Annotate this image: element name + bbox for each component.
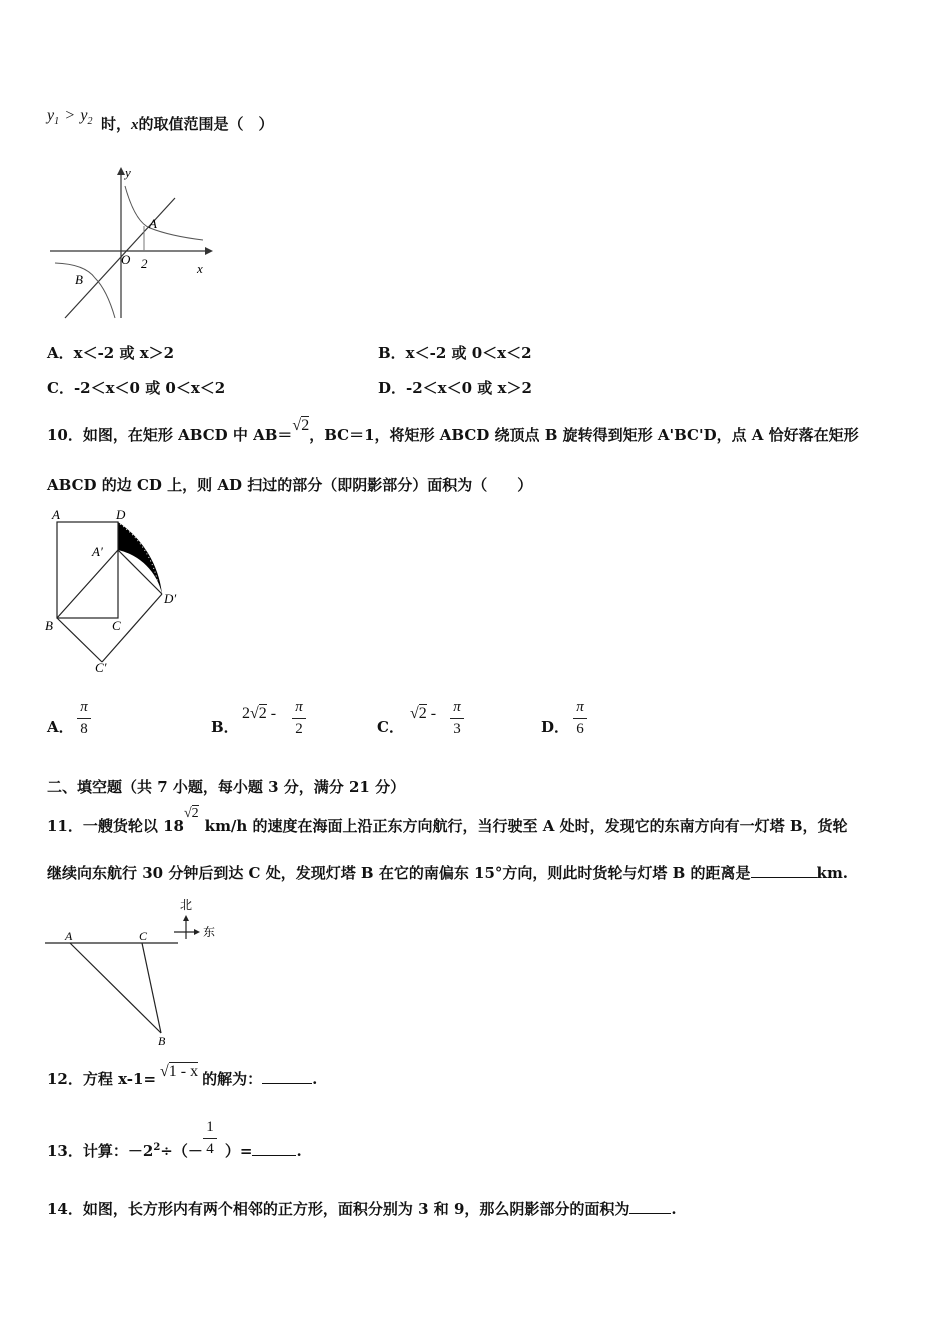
q10-option-b-coef: 2 [242,705,250,722]
q10-option-a-den: 8 [80,721,88,737]
q10-option-b-rad: 2 [258,705,267,722]
q10-label-d: D [116,507,126,522]
q12-answer-blank[interactable] [262,1083,312,1084]
q14-text: 14．如图，长方形内有两个相邻的正方形，面积分别为 3 和 9，那么阴影部分的面积为 [47,1200,630,1218]
q10-line1-a: 10．如图，在矩形 ABCD 中 AB＝ [47,426,293,444]
q10-line2: ABCD 的边 CD 上，则 AD 扫过的部分（即阴影部分）面积为（ ） [47,476,533,494]
q9-sub1: 1 [54,116,60,127]
q9-stem-x: x [131,117,139,133]
q10-option-c-rad: 2 [418,705,427,722]
q10-option-b-num: π [295,699,303,715]
q10-option-a-label: A． [47,718,74,736]
q9-hyperbola-right [125,186,203,240]
q9-option-b: B．x＜-2 或 0＜x＜2 [378,344,532,362]
q9-option-a: A．x＜-2 或 x＞2 [47,344,175,362]
q10-option-b-expr: 2√2 - [242,705,277,722]
q13-frac-num: 1 [206,1119,214,1135]
q9-label-y: y [125,165,131,180]
q9-sub2: 2 [87,116,93,127]
q11-label-east: 东 [203,925,216,939]
q11-sqrt: √2 [183,806,199,821]
q10-line1 [47,417,859,444]
q11-label-b: B [158,1034,166,1048]
q10-label-d1: D′ [164,591,177,606]
q10-option-c-den: 3 [453,721,461,737]
q10-option-d-label: D． [541,718,570,736]
q10-sqrt: √2 [292,417,310,434]
q11-label-north: 北 [180,898,193,912]
q11-line2-text: 继续向东航行 30 分钟后到达 C 处，发现灯塔 B 在它的南偏东 15°方向，则此时货轮与灯塔 B 的距离是 [47,864,751,882]
q11-label-a: A [65,929,73,943]
q9-stem [101,117,274,133]
q9-stem-a: 时， [101,115,132,133]
q10-label-a1: A′ [92,544,103,559]
q14-answer-blank[interactable] [629,1213,671,1214]
q10-option-c-label: C． [377,718,404,736]
q12-sqrt-arg: 1 - x [168,1063,199,1080]
q11-line1-a: 11．一艘货轮以 18 [47,817,184,835]
q10-option-c-minus: - [430,705,437,722]
q10-side-c1d1 [102,594,162,662]
q13-sup: 2 [153,1142,161,1153]
q11-line2-end: km. [816,864,849,882]
q9-hyperbola-left [55,263,115,318]
q10-side-bc1 [57,618,102,662]
q10-label-c: C [112,618,121,633]
q11-line-cb [142,943,161,1033]
q12-text-a: 12．方程 x-1= [47,1070,157,1088]
q12-text-b: 的解为： [202,1070,263,1088]
q9-label-two: 2 [141,256,148,271]
q11-line1 [47,806,848,835]
q11-line-ab [70,943,161,1033]
q11-line1-b: km/h 的速度在海面上沿正东方向航行，当行驶至 A 处时，发现它的东南方向有一灯塔 B，货轮 [204,817,848,835]
q13-text-c: ）= [224,1142,253,1160]
q10-option-a-num: π [80,699,88,715]
q14-line [47,1202,677,1217]
q10-label-a: A [52,507,60,522]
q10-label-c1: C′ [95,660,107,675]
q11-sqrt-arg: 2 [191,806,199,821]
q10-option-d-frac [573,700,587,737]
q9-stem-b: 的取值范围是（ ） [138,115,274,133]
q9-label-a: A [149,216,157,231]
q9-option-d: D．-2＜x＜0 或 x＞2 [378,379,532,397]
q10-side-ba1 [57,550,118,618]
q10-shaded-region [118,522,162,594]
q13-frac [203,1120,217,1157]
q11-line2 [47,866,848,881]
q10-sqrt-arg: 2 [301,417,310,434]
q9-graph [45,160,225,325]
q9-gt: > [64,107,76,124]
q12-sqrt: √1 - x [160,1063,199,1080]
q10-option-c-frac [450,700,464,737]
q13-answer-blank[interactable] [252,1155,296,1156]
q11-compass-arrow-east [194,929,200,935]
q13-line [47,1143,302,1159]
q10-option-b-label: B． [211,718,239,736]
q11-compass-arrow-north [183,915,189,921]
section2-heading: 二、填空题（共 7 小题，每小题 3 分，满分 21 分） [47,778,406,796]
q12-end: . [312,1070,318,1088]
q9-option-c: C．-2＜x＜0 或 0＜x＜2 [47,379,226,397]
q9-label-o: O [121,252,131,267]
q10-rect-abcd [57,522,118,618]
q10-option-c-num: π [453,699,461,715]
q10-option-b-den: 2 [295,721,303,737]
q9-x-arrow [205,247,213,255]
q10-option-b-minus: - [270,705,277,722]
q11-label-c: C [139,929,148,943]
q10-option-d-num: π [576,699,584,715]
q10-option-b-frac [292,700,306,737]
q9-label-x: x [197,261,203,276]
q10-option-a-frac [77,700,91,737]
q13-end: . [296,1142,302,1160]
q14-end: . [671,1200,677,1218]
q9-y2: y [80,107,88,124]
q9-y1: y [47,107,55,124]
q11-answer-blank[interactable] [751,877,817,878]
q10-figure [40,506,200,676]
q10-line1-b: ，BC＝1，将矩形 ABCD 绕顶点 B 旋转得到矩形 A'BC'D，点 A 恰好落在矩形 [309,426,859,444]
q12-line [47,1063,318,1088]
q10-option-c-expr: √2 - [410,705,437,722]
q13-frac-den: 4 [206,1141,214,1157]
q10-label-b: B [45,618,53,633]
q9-line [65,198,175,318]
q10-option-d-den: 6 [576,721,584,737]
q13-text-a: 13．计算：－2 [47,1142,154,1160]
q11-figure [40,893,230,1053]
q9-label-b: B [75,272,83,287]
q13-text-b: ÷（－ [160,1142,203,1160]
q9-condition [47,108,92,127]
q9-y-arrow [117,167,125,175]
